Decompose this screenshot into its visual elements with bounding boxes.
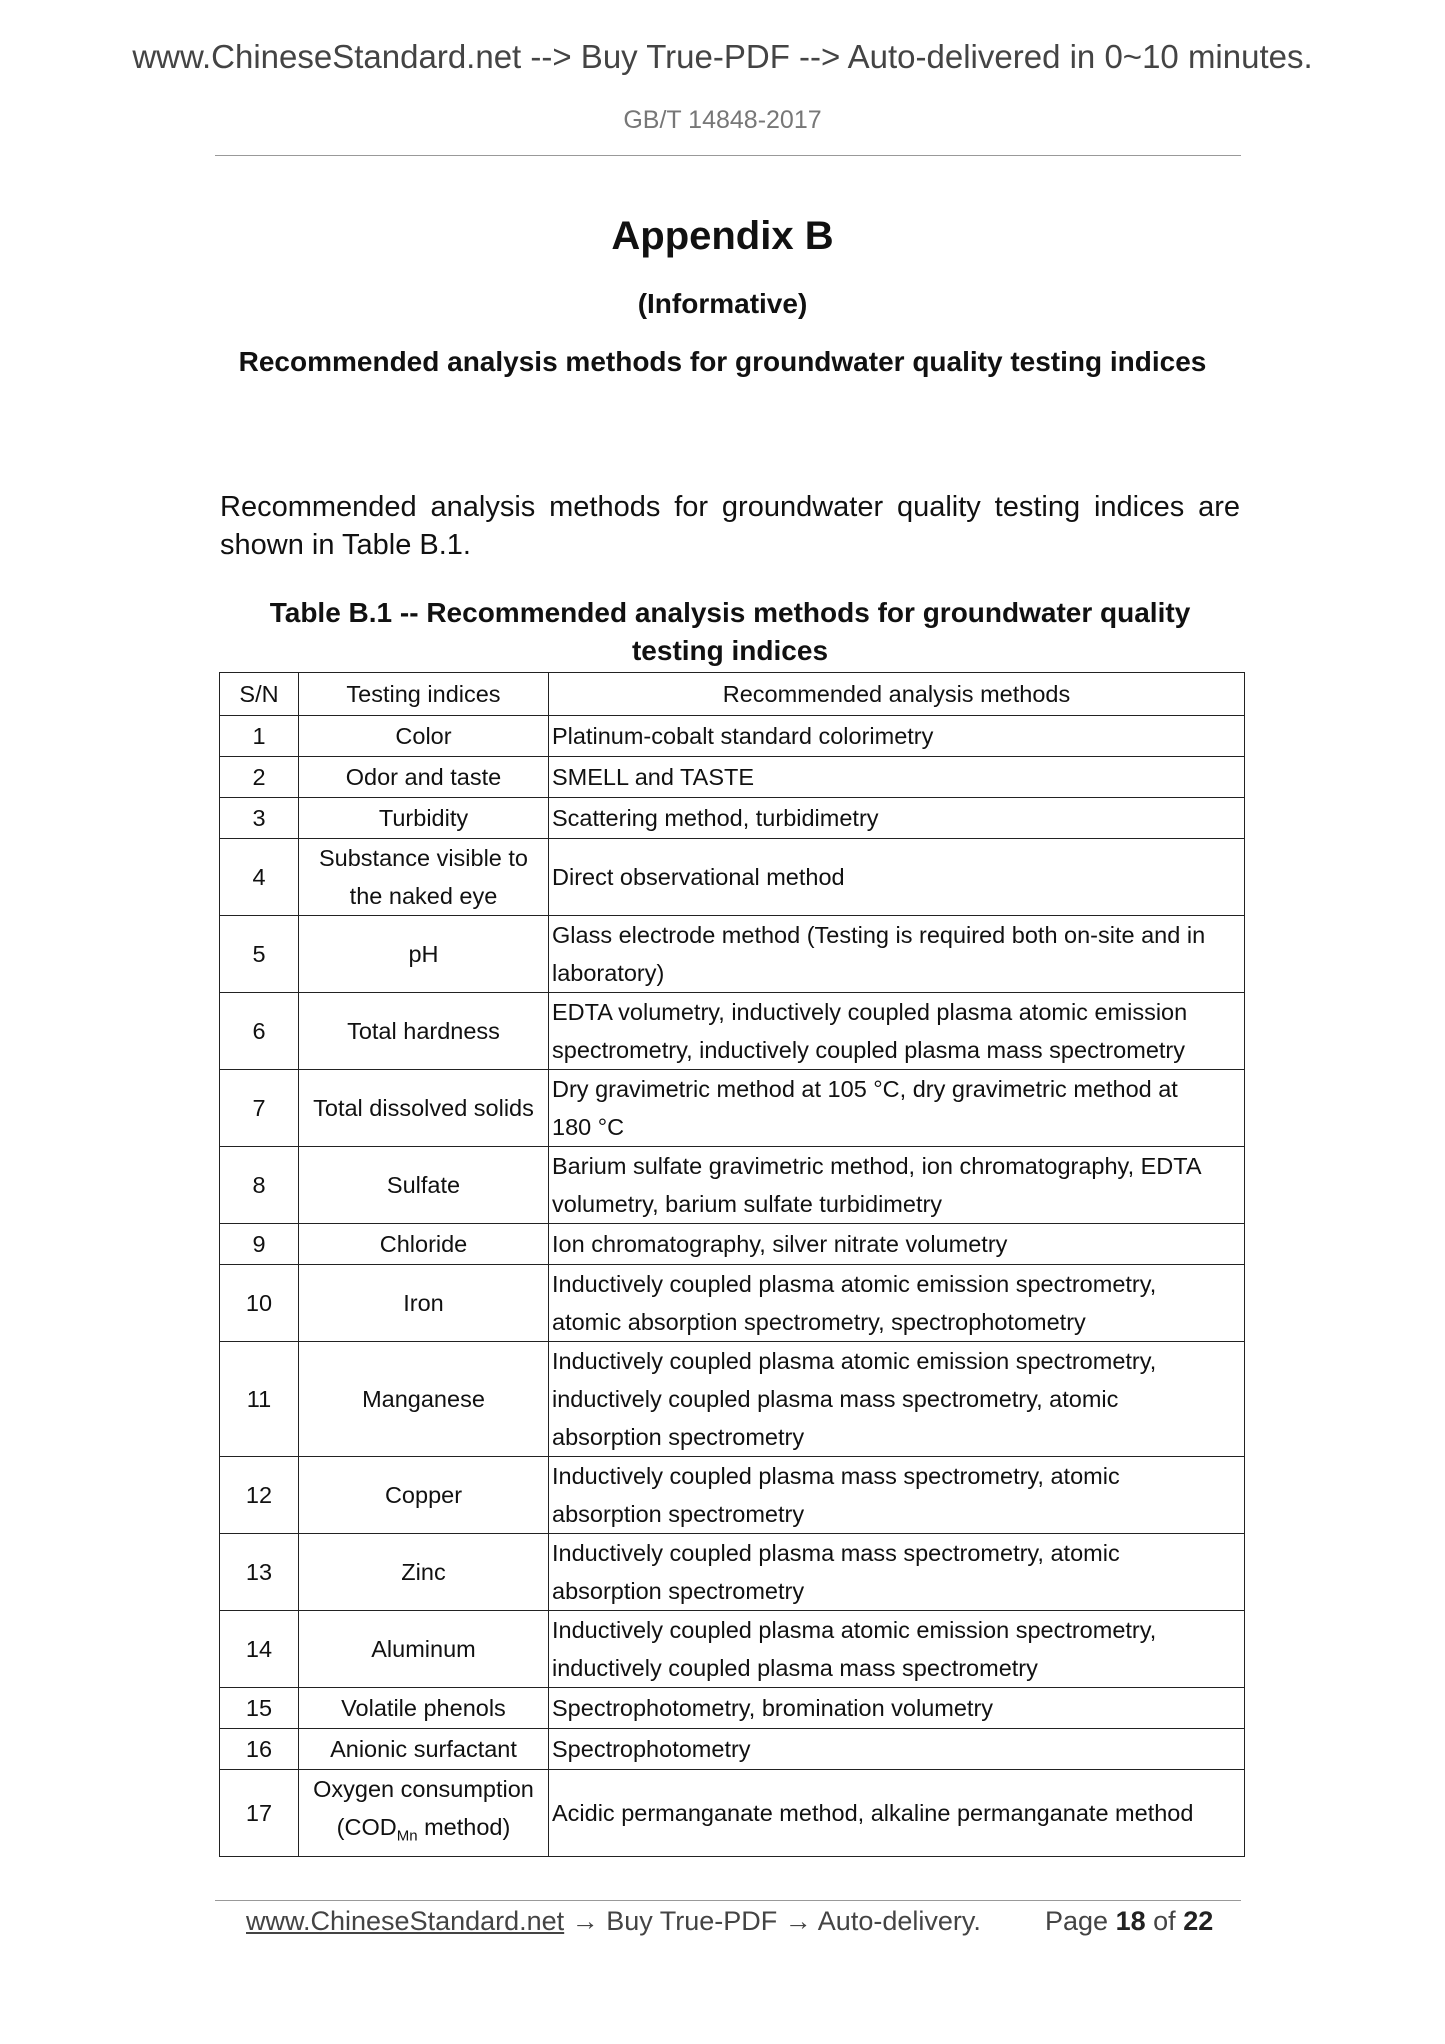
table-row — [220, 1457, 1245, 1534]
cell-index-line: the naked eye — [349, 883, 498, 909]
cell-sn: 6 — [220, 993, 299, 1070]
cod-suffix: method) — [417, 1814, 511, 1840]
cell-index — [299, 1770, 549, 1857]
cell-sn: 4 — [220, 839, 299, 916]
cell-index: Copper — [299, 1457, 549, 1534]
cell-sn: 17 — [220, 1770, 299, 1857]
cell-sn: 11 — [220, 1342, 299, 1457]
table-row — [220, 1729, 1245, 1770]
cell-method: Spectrophotometry — [549, 1729, 1245, 1770]
top-banner: www.ChineseStandard.net --> Buy True-PDF --> Auto-delivered in 0~10 minutes. — [132, 38, 1313, 75]
cell-index-line: Substance visible to — [318, 845, 528, 871]
cell-method-line: EDTA volumetry, inductively coupled plasma atomic emission — [552, 999, 1188, 1025]
table-row — [220, 1770, 1245, 1857]
cell-index: Iron — [299, 1265, 549, 1342]
table-row — [220, 1265, 1245, 1342]
cell-method-line: absorption spectrometry — [552, 1578, 805, 1604]
cell-index: Total dissolved solids — [299, 1070, 549, 1147]
cell-sn: 2 — [220, 757, 299, 798]
cell-method — [549, 1534, 1245, 1611]
table-row — [220, 757, 1245, 798]
table-row — [220, 916, 1245, 993]
cell-sn: 16 — [220, 1729, 299, 1770]
cell-method-line: spectrometry, inductively coupled plasma mass spectrometry — [552, 1037, 1185, 1063]
cell-method-line: inductively coupled plasma mass spectrometry, atomic — [552, 1386, 1119, 1412]
cell-method — [549, 1611, 1245, 1688]
page-label: Page — [1045, 1906, 1109, 1936]
appendix-title: Appendix B — [611, 214, 834, 258]
standard-code: GB/T 14848-2017 — [623, 106, 822, 134]
cell-index: Anionic surfactant — [299, 1729, 549, 1770]
page-indicator — [1045, 1906, 1213, 1937]
cell-method-line: absorption spectrometry — [552, 1424, 805, 1450]
cell-index: Manganese — [299, 1342, 549, 1457]
cell-sn: 10 — [220, 1265, 299, 1342]
appendix-subtitle: (Informative) — [637, 288, 808, 319]
cell-index: Zinc — [299, 1534, 549, 1611]
cell-method: Scattering method, turbidimetry — [549, 798, 1245, 839]
cell-index — [299, 839, 549, 916]
cell-sn: 5 — [220, 916, 299, 993]
page-current: 18 — [1115, 1906, 1146, 1936]
cell-sn: 1 — [220, 716, 299, 757]
cell-method: SMELL and TASTE — [549, 757, 1245, 798]
table-header-row — [220, 673, 1245, 716]
header-sn: S/N — [220, 673, 299, 716]
cell-sn: 12 — [220, 1457, 299, 1534]
cell-method-line: absorption spectrometry — [552, 1501, 805, 1527]
cell-method-line: Inductively coupled plasma atomic emission spectrometry, — [552, 1348, 1157, 1374]
cell-sn: 14 — [220, 1611, 299, 1688]
cell-method: Acidic permanganate method, alkaline permanganate method — [549, 1770, 1245, 1857]
cell-index: Turbidity — [299, 798, 549, 839]
table-row — [220, 1611, 1245, 1688]
cell-method: Direct observational method — [549, 839, 1245, 916]
cell-index-line: Oxygen consumption — [313, 1776, 534, 1802]
arrow-icon: → — [571, 1906, 599, 1936]
cell-index: Chloride — [299, 1224, 549, 1265]
page-total: 22 — [1183, 1906, 1214, 1936]
table-caption — [230, 594, 1230, 670]
table-row — [220, 993, 1245, 1070]
intro-paragraph: Recommended analysis methods for groundwater quality testing indices are shown in Table B.1. — [220, 491, 1240, 561]
table-row — [220, 839, 1245, 916]
arrow-icon: → — [784, 1906, 812, 1936]
cell-method: Ion chromatography, silver nitrate volumetry — [549, 1224, 1245, 1265]
cod-prefix: (COD — [336, 1814, 397, 1840]
cell-method-line: Inductively coupled plasma atomic emission spectrometry, — [552, 1617, 1157, 1643]
cell-method-line: Inductively coupled plasma atomic emission spectrometry, — [552, 1271, 1157, 1297]
cell-index: Sulfate — [299, 1147, 549, 1224]
cell-index: Color — [299, 716, 549, 757]
cell-method-line: 180 °C — [552, 1114, 625, 1140]
of-label: of — [1153, 1906, 1176, 1936]
cell-sn: 13 — [220, 1534, 299, 1611]
cell-index: Aluminum — [299, 1611, 549, 1688]
table-row — [220, 1147, 1245, 1224]
table-row — [220, 1688, 1245, 1729]
methods-table — [219, 672, 1245, 1857]
table-row — [220, 1534, 1245, 1611]
table-row — [220, 716, 1245, 757]
cell-method — [549, 916, 1245, 993]
cell-method-line: Inductively coupled plasma mass spectrometry, atomic — [552, 1463, 1120, 1489]
table-caption-line2: testing indices — [631, 635, 829, 666]
appendix-heading: Recommended analysis methods for groundwater quality testing indices — [238, 346, 1207, 377]
table-caption-line1: Table B.1 -- Recommended analysis methods for groundwater quality — [269, 597, 1191, 628]
footer-left — [246, 1906, 981, 1937]
cell-sn: 15 — [220, 1688, 299, 1729]
cell-method — [549, 1342, 1245, 1457]
cell-method-line: atomic absorption spectrometry, spectrophotometry — [552, 1309, 1086, 1335]
cell-sn: 8 — [220, 1147, 299, 1224]
cell-method-line: Barium sulfate gravimetric method, ion chromatography, EDTA — [552, 1153, 1202, 1179]
cod-subscript: Mn — [396, 1827, 418, 1845]
methods-table-wrapper — [219, 672, 1245, 1857]
cell-sn: 9 — [220, 1224, 299, 1265]
cell-index: Total hardness — [299, 993, 549, 1070]
footer-delivery-text: Auto-delivery. — [817, 1906, 981, 1936]
cell-sn: 3 — [220, 798, 299, 839]
cell-sn: 7 — [220, 1070, 299, 1147]
footer-divider — [215, 1900, 1241, 1901]
cell-method-line: Dry gravimetric method at 105 °C, dry gravimetric method at — [552, 1076, 1178, 1102]
cell-method — [549, 1070, 1245, 1147]
table-row — [220, 1224, 1245, 1265]
cell-method-line: Glass electrode method (Testing is required both on-site and in — [552, 922, 1206, 948]
table-row — [220, 1070, 1245, 1147]
cell-method — [549, 1265, 1245, 1342]
header-divider — [215, 155, 1241, 156]
cell-method-line: Inductively coupled plasma mass spectrometry, atomic — [552, 1540, 1120, 1566]
cell-method-line: inductively coupled plasma mass spectrometry — [552, 1655, 1038, 1681]
cell-method — [549, 1457, 1245, 1534]
cell-method-line: laboratory) — [552, 960, 665, 986]
cell-index-line — [299, 1808, 548, 1856]
cell-method: Spectrophotometry, bromination volumetry — [549, 1688, 1245, 1729]
header-testing-indices: Testing indices — [299, 673, 549, 716]
cell-method — [549, 1147, 1245, 1224]
cell-index: pH — [299, 916, 549, 993]
footer-site-link[interactable]: www.ChineseStandard.net — [246, 1906, 565, 1936]
cell-method: Platinum-cobalt standard colorimetry — [549, 716, 1245, 757]
footer-buy-text: Buy True-PDF — [606, 1906, 778, 1936]
cell-method — [549, 993, 1245, 1070]
table-row — [220, 1342, 1245, 1457]
cell-index: Volatile phenols — [299, 1688, 549, 1729]
table-row — [220, 798, 1245, 839]
cell-index: Odor and taste — [299, 757, 549, 798]
cell-method-line: volumetry, barium sulfate turbidimetry — [552, 1191, 943, 1217]
header-methods: Recommended analysis methods — [549, 673, 1245, 716]
